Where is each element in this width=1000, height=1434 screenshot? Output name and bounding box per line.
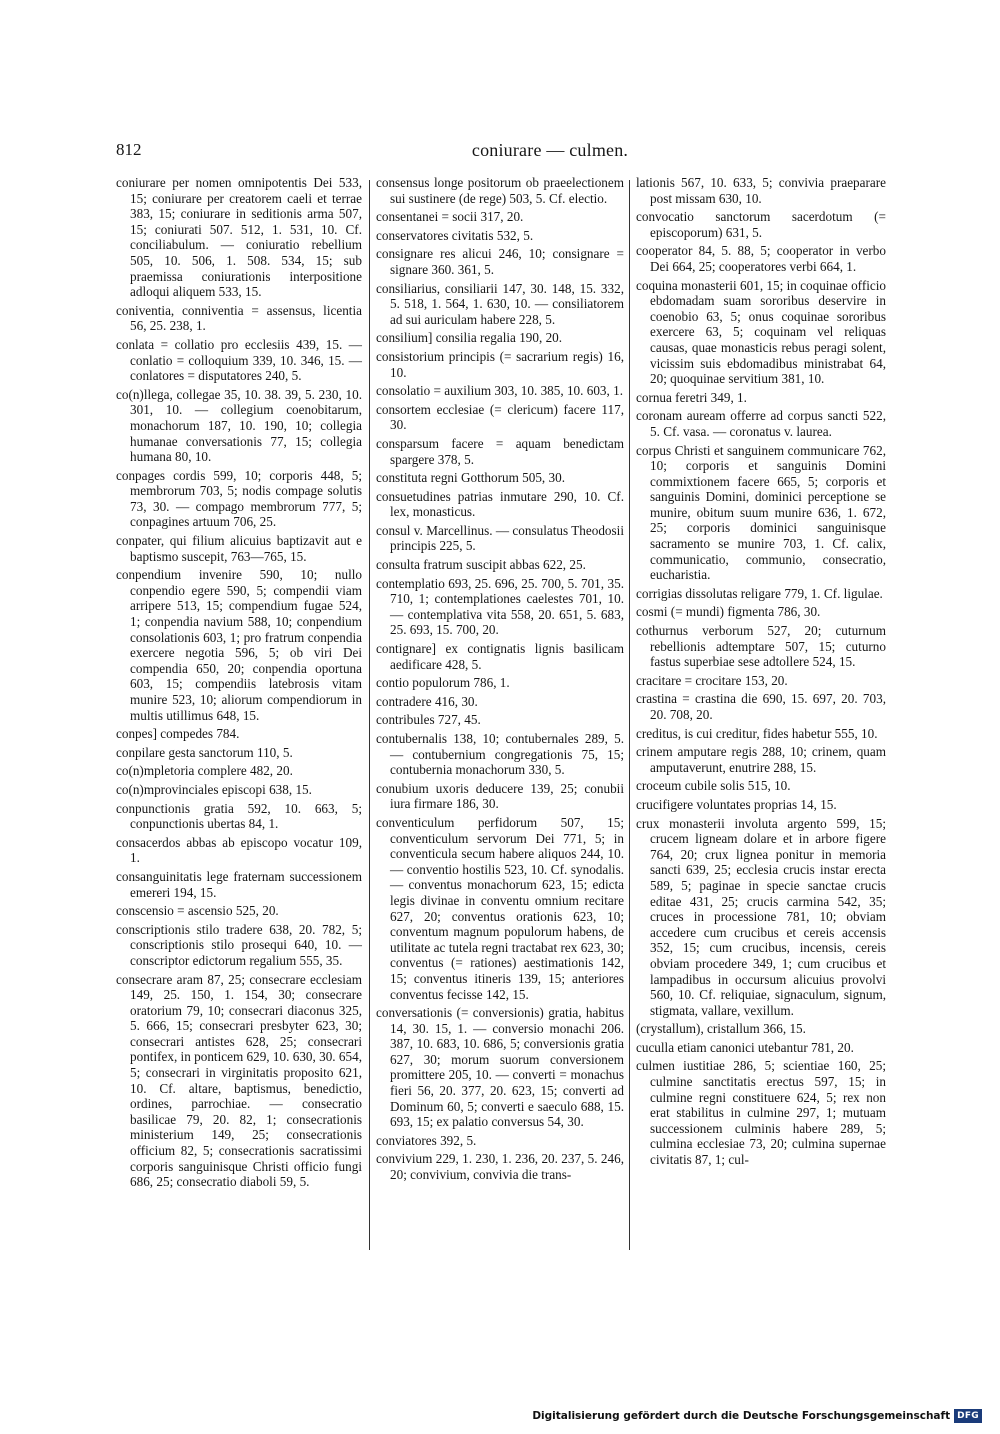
index-entry: conpes] compedes 784.	[116, 726, 240, 742]
index-entry: croceum cubile solis 515, 10.	[636, 778, 791, 794]
index-entry: convocatio sanctorum sacerdotum (= episcoporum) 631, 5.	[636, 209, 886, 240]
index-entry: conpages cordis 599, 10; corporis 448, 5; membrorum 703, 5; nodis compage solutis 73, 30. — compago membrorum 777, 5; conpagines artuum 706, 25.	[116, 467, 362, 530]
index-entry: consistorium principis (= sacrarium regis) 16, 10.	[376, 348, 624, 380]
index-entry: conpunctionis gratia 592, 10. 663, 5; conpunctionis ubertas 84, 1.	[116, 800, 362, 832]
index-entry: consortem ecclesiae (= clericum) facere 117, 30.	[376, 401, 624, 433]
index-entry: consparsum facere = aquam benedictam spargere 378, 5.	[376, 435, 624, 467]
index-entry: cosmi (= mundi) figmenta 786, 30.	[636, 604, 821, 620]
index-entry: conpendium invenire 590, 10; nullo conpendio egere 590, 5; compendii viam arripere 513, 15; compendium fugae 524, 1; conpendia navium 588, 10; conpendium consolationis 603, 1; pro fratrum conpendia exercere negotia 596, 5; ob viri Dei compendia 650, 20; conpendia oportuna 603, 15; compendiis latebrosis vitam munire 523, 10; aliorum compendiorum in multis utillimus 648, 15.	[116, 567, 362, 723]
index-entry: cooperator 84, 5. 88, 5; cooperator in verbo Dei 664, 25; cooperatores verbi 664, 1.	[636, 243, 886, 274]
index-column-1	[116, 175, 362, 1193]
index-column-3	[636, 175, 886, 1171]
index-entry: consuetudines patrias inmutare 290, 10. Cf. lex, monasticus.	[376, 488, 624, 520]
index-entry: conventiculum perfidorum 507, 15; conventiculum servorum Dei 771, 5; in conventicula secum habere aliquos 244, 10. — conventio hostilis 523, 10. Cf. synodalis. — conventus monachorum 623, 15; edicta legis divinae in conventu omnium recitare 627, 20; conventus orationis 623, 10; conventum magnum populorum habens, de utilitate ac tutela regni tractabat rex 623, 30; conventus (= rationes) aestimationis 142, 15; conventus itineris 139, 15; anteriores conventus fecisse 142, 15.	[376, 814, 624, 1002]
index-entry: cothurnus verborum 527, 20; cuturnum rebellionis adtemptare 507, 15; cuturno fastus superbiae sese adtollere 524, 15.	[636, 623, 886, 670]
index-entry: creditus, is cui creditur, fides habetur 555, 10.	[636, 725, 878, 741]
index-entry: consentanei = socii 317, 20.	[376, 209, 524, 225]
index-entry: conservatores civitatis 532, 5.	[376, 227, 534, 243]
index-entry: crucifigere voluntates proprias 14, 15.	[636, 796, 837, 812]
column-divider-left	[369, 180, 370, 1250]
index-entry: consiliarius, consiliarii 147, 30. 148, 15. 332, 5. 518, 1. 564, 1. 630, 10. — consiliatorem ad sui auriculam habere 228, 5.	[376, 280, 624, 327]
index-entry: contignare] ex contignatis lignis basilicam aedificare 428, 5.	[376, 641, 624, 672]
index-entry: contio populorum 786, 1.	[376, 675, 510, 691]
index-entry: consulta fratrum suscipit abbas 622, 25.	[376, 557, 586, 573]
index-entry: crinem amputare regis 288, 10; crinem, quam amputaverunt, enutrire 288, 15.	[636, 744, 886, 775]
index-entry: contemplatio 693, 25. 696, 25. 700, 5. 701, 35. 710, 1; contemplationes caelestes 701, 10. — contemplativa vita 558, 20. 651, 5. 683, 25. 693, 15. 700, 20.	[376, 575, 624, 638]
index-entry: consignare res alicui 246, 10; consignare = signare 360. 361, 5.	[376, 246, 624, 277]
index-entry: consul v. Marcellinus. — consulatus Theodosii principis 225, 5.	[376, 522, 624, 554]
index-entry: consecrare aram 87, 25; consecrare ecclesiam 149, 25. 150, 1. 154, 30; consecrare oratorium 79, 10; consecrari diaconus 325, 5. 666, 15; consecrari presbyter 623, 30; consecrari antistes 628, 25; consecrari pontifex, in ponticem 629, 10. 630, 30. 654, 5; consecrari in virginitatis proposito 621, 10. Cf. altare, baptismus, benedictio, ordines, parrochiae. — consecratio basilicae 79, 20. 82, 1; consecrationis ministerium 149, 25; consecrationis officium 82, 5; consecrationis sacratissimi corporis sanguinisque Christi officio fungi 686, 25; consecratio diaboli 59, 5.	[116, 971, 362, 1190]
index-entry: conviatores 392, 5.	[376, 1132, 477, 1148]
index-entry: consanguinitatis lege fraternam successionem emereri 194, 15.	[116, 868, 362, 900]
index-entry: conpilare gesta sanctorum 110, 5.	[116, 744, 293, 760]
index-entry: crastina = crastina die 690, 15. 697, 20. 703, 20. 708, 20.	[636, 691, 886, 722]
index-entry: coquina monasterii 601, 15; in coquinae officio ebdomadam suam sororibus deservire in coenobio 63, 5; onus coquinae sororibus exercere 63, 5; coquinam vel reliquas causas, quae monasticis rebus peragi solent, vicissim suis ebdomadibus ministrabat 64, 20; quoquinae servitium 381, 10.	[636, 277, 886, 387]
index-entry: co(n)mpletoria complere 482, 20.	[116, 763, 293, 779]
index-entry: consacerdos abbas ab episcopo vocatur 109, 1.	[116, 834, 362, 866]
index-entry: cornua feretri 349, 1.	[636, 389, 747, 405]
index-entry: co(n)llega, collegae 35, 10. 38. 39, 5. 230, 10. 301, 10. — collegium coenobitarum, monachorum 187, 10. 190, 10; collegia humanae conversationis 77, 15; collegia humana 80, 10.	[116, 386, 362, 465]
index-entry: contradere 416, 30.	[376, 693, 478, 709]
index-entry: conlata = collatio pro ecclesiis 439, 15. — conlatio = colloquium 339, 10. 346, 15. — conlatores = disputatores 240, 5.	[116, 336, 362, 384]
index-entry: co(n)mprovinciales episcopi 638, 15.	[116, 781, 312, 797]
index-entry: (crystallum), cristallum 366, 15.	[636, 1021, 806, 1037]
index-entry: contubernalis 138, 10; contubernales 289, 5. — contubernium congregationis 75, 15; contubernia monachorum 330, 5.	[376, 731, 624, 778]
index-entry: culmen iustitiae 286, 5; scientiae 160, 25; culmine sanctitatis erectus 597, 15; in culmine regni constituere 624, 5; rex non erat stabilitus in culmine 297, 1; mutuam successionem culminis habere 289, 5; culmina ecclesiae 73, 20; culmina supernae civitatis 87, 1; cul-	[636, 1058, 886, 1168]
index-entry: coronam auream offerre ad corpus sancti 522, 5. Cf. vasa. — coronatus v. laurea.	[636, 408, 886, 439]
index-entry: consolatio = auxilium 303, 10. 385, 10. 603, 1.	[376, 383, 623, 399]
index-entry: conubium uxoris deducere 139, 25; conubii iura firmare 186, 30.	[376, 780, 624, 812]
index-entry: convivium 229, 1. 230, 1. 236, 20. 237, 5. 246, 20; convivium, convivia die trans-	[376, 1151, 624, 1183]
page-number: 812	[116, 140, 142, 159]
index-entry: lationis 567, 10. 633, 5; convivia praeparare post missam 630, 10.	[636, 175, 886, 206]
index-entry: constituta regni Gotthorum 505, 30.	[376, 470, 565, 486]
index-entry: corrigias dissolutas religare 779, 1. Cf. ligulae.	[636, 585, 883, 601]
index-entry: coniventia, conniventia = assensus, licentia 56, 25. 238, 1.	[116, 302, 362, 334]
index-entry: corpus Christi et sanguinem communicare 762, 10; corporis et sanguinis Domini commixtionem facere 665, 5; corporis et sanguinis Domini, dominici perceptione se munire, obitum suum munire 636, 1. 672, 25; corporis dominici sanguinisque sacramento se munire 703, 1. Cf. calix, communicatio, communio, consecratio, eucharistia.	[636, 442, 886, 583]
index-entry: conscensio = ascensio 525, 20.	[116, 903, 279, 919]
index-entry: conpater, qui filium alicuius baptizavit aut e baptismo suscepit, 763—765, 15.	[116, 533, 362, 564]
column-divider-right	[629, 180, 630, 1250]
index-entry: cuculla etiam canonici utebantur 781, 20.	[636, 1039, 854, 1055]
index-entry: consilium] consilia regalia 190, 20.	[376, 330, 563, 346]
running-title: coniurare — culmen.	[471, 140, 629, 160]
index-entry: consensus longe positorum ob praeelectionem sui sustinere (de rege) 503, 5. Cf. electio.	[376, 175, 624, 206]
index-entry: contribules 727, 45.	[376, 712, 481, 728]
dfg-logo: DFG	[954, 1409, 982, 1423]
index-entry: cracitare = crocitare 153, 20.	[636, 672, 788, 688]
index-entry: coniurare per nomen omnipotentis Dei 533, 15; coniurare per creatorem caeli et terrae 383, 15; coniurare in seditionis arma 507, 15; coniurati 507. 512, 1. 531, 10. Cf. conciliabulum. — coniuratio rebellium 505, 10. 506, 1. 508. 534, 15; sub praemissa coniurationis interpositione adloqui aliquem 533, 15.	[116, 175, 362, 300]
index-entry: crux monasterii involuta argento 599, 15; crucem ligneam dolare et in arbore figere 764, 20; crux lignea ponitur in memoria sancti 639, 25; ecclesia crucis instar erecta 589, 5; paginae in specie sanctae crucis editae 431, 25; crucis carmina 542, 35; cruces in processione 781, 10; obviam accedere cum crucibus et cereis accensis 352, 15; cum crucibus, incensis, cereis obviam procedere 349, 1; cum crucibus et lampadibus in occursum alicuius provolvi 560, 10. Cf. reliquiae, signaculum, signum, stigmata, vallare, vexillum.	[636, 815, 886, 1018]
index-entry: conscriptionis stilo tradere 638, 20. 782, 5; conscriptionis stilo prosequi 640, 10. — conscriptor edictorum regalium 555, 35.	[116, 921, 362, 968]
index-column-2	[376, 175, 624, 1186]
digitization-credit	[532, 1409, 982, 1423]
index-entry: conversationis (= conversionis) gratia, habitus 14, 30. 15, 1. — conversio monachi 206. 387, 10. 683, 10. 686, 5; conversionis gratia 627, 30; morum suorum conversionem promittere 205, 10. — converti = monachus fieri 56, 20. 377, 20. 623, 15; converti ad Dominum 60, 5; converti e saeculo 688, 15. 693, 15; ex palatio conversus 54, 30.	[376, 1005, 624, 1130]
credit-text: Digitalisierung gefördert durch die Deutsche Forschungsgemeinschaft	[532, 1410, 951, 1422]
